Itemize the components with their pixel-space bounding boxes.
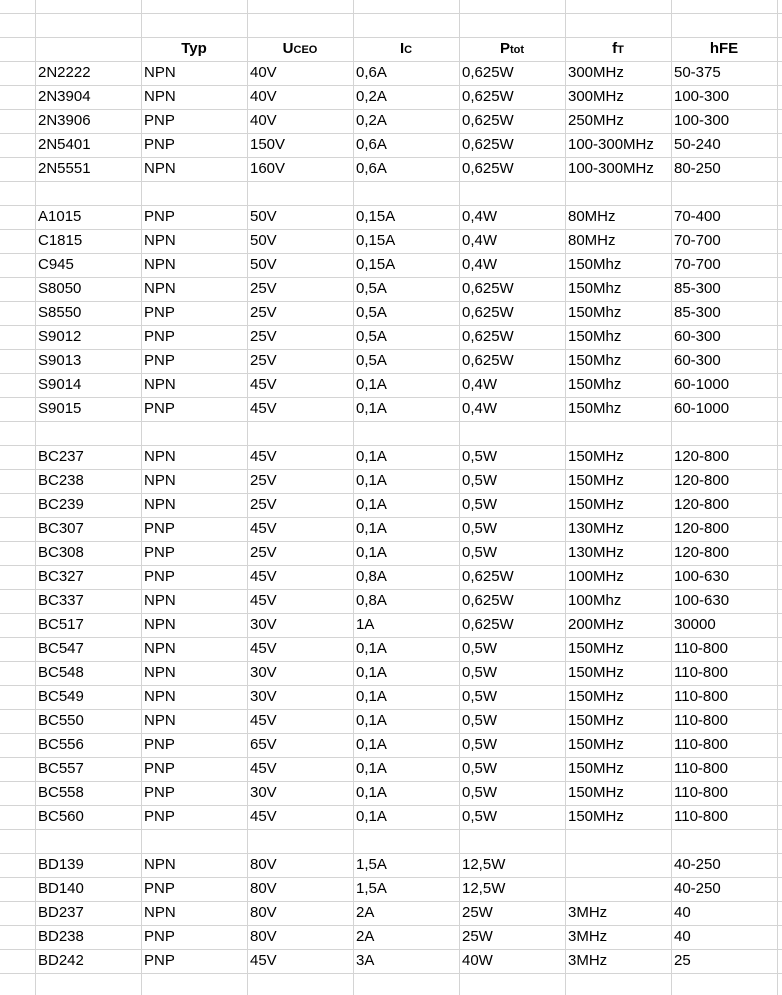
grid-row-line (0, 181, 782, 182)
cell-ic[interactable]: 0,2A (356, 112, 387, 129)
cell-typ[interactable]: PNP (144, 112, 175, 129)
cell-ptot[interactable]: 0,625W (462, 64, 514, 81)
cell-ic[interactable]: 0,5A (356, 328, 387, 345)
cell-ft[interactable]: 150MHz (568, 712, 624, 729)
cell-ic[interactable]: 0,6A (356, 160, 387, 177)
cell-ic[interactable]: 0,1A (356, 544, 387, 561)
cell-ft[interactable]: 150Mhz (568, 304, 622, 321)
cell-ft[interactable]: 150MHz (568, 784, 624, 801)
cell-ptot[interactable]: 25W (462, 904, 493, 921)
header-uceo-sub: CEO (293, 44, 318, 56)
cell-ptot[interactable]: 0,5W (462, 448, 498, 465)
cell-uceo[interactable]: 80V (250, 880, 277, 897)
cell-name[interactable]: BD139 (38, 856, 84, 873)
cell-hfe[interactable]: 70-400 (674, 208, 721, 225)
cell-name[interactable]: BC557 (38, 760, 84, 777)
cell-name[interactable]: BC550 (38, 712, 84, 729)
header-ft-sub: T (617, 44, 624, 56)
cell-ft[interactable]: 150MHz (568, 688, 624, 705)
header-typ[interactable] (141, 37, 247, 61)
cell-hfe[interactable]: 110-800 (674, 664, 728, 681)
cell-ft[interactable]: 3MHz (568, 952, 608, 969)
cell-hfe[interactable]: 40-250 (674, 856, 721, 873)
cell-ic[interactable]: 0,1A (356, 712, 387, 729)
cell-ft[interactable]: 300MHz (568, 88, 624, 105)
cell-ptot[interactable]: 12,5W (462, 856, 506, 873)
cell-hfe[interactable]: 50-240 (674, 136, 721, 153)
cell-uceo[interactable]: 45V (250, 592, 277, 609)
header-ptot-main: P (499, 40, 510, 57)
cell-hfe[interactable]: 70-700 (674, 256, 721, 273)
cell-typ[interactable]: PNP (144, 928, 175, 945)
cell-typ[interactable]: NPN (144, 376, 176, 393)
cell-hfe[interactable]: 120-800 (674, 544, 730, 561)
cell-uceo[interactable]: 80V (250, 928, 277, 945)
cell-hfe[interactable]: 40 (674, 904, 691, 921)
cell-hfe[interactable]: 40 (674, 928, 691, 945)
cell-ic[interactable]: 1A (356, 616, 375, 633)
cell-uceo[interactable]: 25V (250, 280, 277, 297)
cell-ft[interactable]: 150Mhz (568, 280, 622, 297)
cell-typ[interactable]: NPN (144, 496, 176, 513)
cell-ft[interactable]: 150MHz (568, 808, 624, 825)
header-ft-main: f (612, 40, 618, 57)
cell-ic[interactable]: 0,1A (356, 448, 387, 465)
cell-ptot[interactable]: 0,4W (462, 400, 498, 417)
cell-typ[interactable]: PNP (144, 568, 175, 585)
cell-uceo[interactable]: 45V (250, 448, 277, 465)
header-uceo-main: U (282, 40, 294, 57)
cell-ic[interactable]: 0,15A (356, 256, 396, 273)
cell-ic[interactable]: 0,6A (356, 64, 387, 81)
cell-hfe[interactable]: 50-375 (674, 64, 721, 81)
cell-hfe[interactable]: 110-800 (674, 640, 728, 657)
header-hfe-label: hFE (709, 40, 739, 57)
cell-typ[interactable]: NPN (144, 280, 176, 297)
cell-uceo[interactable]: 30V (250, 784, 277, 801)
cell-ft[interactable]: 150Mhz (568, 256, 622, 273)
cell-uceo[interactable]: 65V (250, 736, 277, 753)
cell-ft[interactable]: 150MHz (568, 448, 624, 465)
cell-ptot[interactable]: 0,5W (462, 544, 498, 561)
cell-ft[interactable] (565, 877, 671, 901)
cell-typ[interactable]: PNP (144, 880, 175, 897)
cell-hfe[interactable]: 110-800 (674, 712, 728, 729)
cell-ptot[interactable]: 25W (462, 928, 493, 945)
cell-ptot[interactable]: 0,5W (462, 664, 498, 681)
cell-typ[interactable]: NPN (144, 664, 176, 681)
cell-ptot[interactable]: 0,5W (462, 784, 498, 801)
cell-name[interactable]: S9014 (38, 376, 82, 393)
cell-ft[interactable]: 100MHz (568, 568, 624, 585)
cell-ic[interactable]: 3A (356, 952, 375, 969)
cell-hfe[interactable]: 40-250 (674, 880, 721, 897)
cell-ft[interactable]: 100-300MHz (568, 160, 654, 177)
cell-typ[interactable]: NPN (144, 64, 176, 81)
cell-name[interactable]: 2N5551 (38, 160, 91, 177)
cell-name[interactable]: BD237 (38, 904, 84, 921)
cell-name[interactable]: BD140 (38, 880, 84, 897)
cell-ptot[interactable]: 0,5W (462, 712, 498, 729)
cell-ptot[interactable]: 0,5W (462, 736, 498, 753)
cell-ft[interactable]: 150MHz (568, 760, 624, 777)
cell-ft[interactable]: 80MHz (568, 232, 616, 249)
cell-ft[interactable]: 100-300MHz (568, 136, 654, 153)
cell-typ[interactable]: PNP (144, 208, 175, 225)
grid-row-line (0, 37, 782, 38)
cell-typ[interactable]: PNP (144, 808, 175, 825)
cell-name[interactable]: C1815 (38, 232, 83, 249)
cell-ptot[interactable]: 0,5W (462, 496, 498, 513)
cell-hfe[interactable]: 100-630 (674, 592, 730, 609)
grid-row-line (0, 829, 782, 830)
cell-ic[interactable]: 0,2A (356, 88, 387, 105)
cell-ic[interactable]: 0,1A (356, 760, 387, 777)
cell-ft[interactable]: 150Mhz (568, 400, 622, 417)
cell-ptot[interactable]: 0,625W (462, 88, 514, 105)
cell-name[interactable]: BD238 (38, 928, 84, 945)
cell-ft[interactable]: 150MHz (568, 664, 624, 681)
cell-uceo[interactable]: 25V (250, 472, 277, 489)
cell-ic[interactable]: 0,15A (356, 232, 396, 249)
cell-name[interactable]: BC547 (38, 640, 84, 657)
cell-ic[interactable]: 0,1A (356, 688, 387, 705)
cell-ic[interactable]: 1,5A (356, 856, 387, 873)
cell-uceo[interactable]: 45V (250, 376, 277, 393)
cell-ptot[interactable]: 0,625W (462, 136, 514, 153)
grid-row-line (0, 421, 782, 422)
cell-ft[interactable]: 150Mhz (568, 328, 622, 345)
cell-name[interactable]: 2N3904 (38, 88, 91, 105)
cell-name[interactable]: S9012 (38, 328, 82, 345)
cell-typ[interactable]: NPN (144, 712, 176, 729)
cell-ft[interactable]: 3MHz (568, 904, 608, 921)
cell-typ[interactable]: NPN (144, 88, 176, 105)
header-ic-main: I (399, 40, 405, 57)
cell-typ[interactable]: PNP (144, 520, 175, 537)
cell-hfe[interactable]: 120-800 (674, 448, 730, 465)
cell-name[interactable]: 2N3906 (38, 112, 91, 129)
cell-ic[interactable]: 0,1A (356, 400, 387, 417)
cell-ic[interactable]: 0,1A (356, 496, 387, 513)
cell-hfe[interactable]: 70-700 (674, 232, 721, 249)
cell-uceo[interactable]: 45V (250, 712, 277, 729)
cell-hfe[interactable]: 110-800 (674, 688, 728, 705)
cell-uceo[interactable]: 80V (250, 904, 277, 921)
cell-typ[interactable]: NPN (144, 472, 176, 489)
cell-ft[interactable]: 3MHz (568, 928, 608, 945)
cell-name[interactable]: S9015 (38, 400, 82, 417)
cell-hfe[interactable]: 25 (674, 952, 691, 969)
cell-ptot[interactable]: 0,4W (462, 376, 498, 393)
cell-ft[interactable]: 80MHz (568, 208, 616, 225)
cell-name[interactable]: BC517 (38, 616, 84, 633)
cell-name[interactable]: BC327 (38, 568, 84, 585)
cell-name[interactable]: BC307 (38, 520, 84, 537)
cell-name[interactable]: S8550 (38, 304, 82, 321)
cell-ptot[interactable]: 0,5W (462, 472, 498, 489)
cell-ic[interactable]: 0,5A (356, 280, 387, 297)
cell-ft[interactable]: 200MHz (568, 616, 624, 633)
cell-hfe[interactable]: 110-800 (674, 736, 728, 753)
cell-name[interactable]: BC238 (38, 472, 84, 489)
cell-uceo[interactable]: 160V (250, 160, 286, 177)
cell-typ[interactable]: PNP (144, 736, 175, 753)
cell-ic[interactable]: 0,1A (356, 640, 387, 657)
cell-ptot[interactable]: 0,625W (462, 568, 514, 585)
cell-hfe[interactable]: 100-300 (674, 112, 730, 129)
cell-ic[interactable]: 2A (356, 928, 375, 945)
cell-ptot[interactable]: 0,625W (462, 328, 514, 345)
header-ptot[interactable] (459, 37, 565, 61)
cell-uceo[interactable]: 40V (250, 112, 277, 129)
cell-ptot[interactable]: 0,5W (462, 520, 498, 537)
cell-typ[interactable]: PNP (144, 136, 175, 153)
cell-ic[interactable]: 0,1A (356, 376, 387, 393)
cell-ptot[interactable]: 0,625W (462, 112, 514, 129)
cell-name[interactable]: A1015 (38, 208, 82, 225)
cell-ptot[interactable]: 0,625W (462, 352, 514, 369)
cell-hfe[interactable]: 110-800 (674, 784, 728, 801)
cell-name[interactable]: BC560 (38, 808, 84, 825)
grid-row-line (0, 13, 782, 14)
cell-hfe[interactable]: 120-800 (674, 520, 730, 537)
cell-ft[interactable]: 130MHz (568, 520, 624, 537)
cell-hfe[interactable]: 60-300 (674, 352, 721, 369)
cell-typ[interactable]: NPN (144, 856, 176, 873)
cell-ptot[interactable]: 0,625W (462, 280, 514, 297)
cell-ptot[interactable]: 12,5W (462, 880, 506, 897)
cell-ic[interactable]: 0,1A (356, 664, 387, 681)
cell-ft[interactable]: 150Mhz (568, 376, 622, 393)
cell-hfe[interactable]: 60-1000 (674, 400, 730, 417)
cell-ptot[interactable]: 0,5W (462, 808, 498, 825)
cell-uceo[interactable]: 50V (250, 232, 277, 249)
cell-ptot[interactable]: 0,5W (462, 760, 498, 777)
cell-ic[interactable]: 0,1A (356, 520, 387, 537)
cell-ptot[interactable]: 0,625W (462, 616, 514, 633)
header-uceo[interactable] (247, 37, 353, 61)
cell-name[interactable]: C945 (38, 256, 74, 273)
cell-ft[interactable]: 150MHz (568, 496, 624, 513)
cell-uceo[interactable]: 45V (250, 808, 277, 825)
cell-ptot[interactable]: 0,625W (462, 304, 514, 321)
cell-typ[interactable]: NPN (144, 256, 176, 273)
cell-name[interactable]: 2N5401 (38, 136, 91, 153)
cell-uceo[interactable]: 80V (250, 856, 277, 873)
cell-ptot[interactable]: 40W (462, 952, 493, 969)
cell-name[interactable]: BC337 (38, 592, 84, 609)
cell-uceo[interactable]: 25V (250, 544, 277, 561)
cell-name[interactable]: BC548 (38, 664, 84, 681)
cell-typ[interactable]: PNP (144, 328, 175, 345)
cell-typ[interactable]: PNP (144, 952, 175, 969)
cell-hfe[interactable]: 120-800 (674, 496, 730, 513)
cell-hfe[interactable]: 85-300 (674, 280, 721, 297)
cell-ptot[interactable]: 0,4W (462, 256, 498, 273)
cell-typ[interactable]: NPN (144, 232, 176, 249)
cell-ic[interactable]: 1,5A (356, 880, 387, 897)
cell-ft[interactable]: 150Mhz (568, 352, 622, 369)
cell-name[interactable]: S9013 (38, 352, 82, 369)
cell-uceo[interactable]: 25V (250, 496, 277, 513)
cell-ptot[interactable]: 0,4W (462, 232, 498, 249)
cell-typ[interactable]: PNP (144, 784, 175, 801)
cell-uceo[interactable]: 50V (250, 208, 277, 225)
cell-uceo[interactable]: 25V (250, 328, 277, 345)
cell-ic[interactable]: 0,6A (356, 136, 387, 153)
cell-uceo[interactable]: 25V (250, 304, 277, 321)
cell-hfe[interactable]: 120-800 (674, 472, 730, 489)
cell-ic[interactable]: 0,8A (356, 592, 387, 609)
cell-ic[interactable]: 0,5A (356, 352, 387, 369)
cell-ic[interactable]: 0,1A (356, 472, 387, 489)
cell-ic[interactable]: 0,15A (356, 208, 396, 225)
header-ic-sub: C (404, 44, 413, 56)
cell-hfe[interactable]: 60-1000 (674, 376, 730, 393)
cell-typ[interactable]: PNP (144, 352, 175, 369)
cell-ft[interactable]: 150MHz (568, 736, 624, 753)
cell-typ[interactable]: NPN (144, 616, 176, 633)
cell-ic[interactable]: 0,1A (356, 736, 387, 753)
cell-uceo[interactable]: 50V (250, 256, 277, 273)
cell-hfe[interactable]: 110-800 (674, 808, 728, 825)
cell-ic[interactable]: 2A (356, 904, 375, 921)
cell-ptot[interactable]: 0,4W (462, 208, 498, 225)
cell-typ[interactable]: NPN (144, 448, 176, 465)
cell-ic[interactable]: 0,1A (356, 784, 387, 801)
cell-ft[interactable]: 130MHz (568, 544, 624, 561)
cell-typ[interactable]: PNP (144, 400, 175, 417)
cell-name[interactable]: BC558 (38, 784, 84, 801)
cell-name[interactable]: S8050 (38, 280, 82, 297)
cell-ptot[interactable]: 0,5W (462, 688, 498, 705)
cell-uceo[interactable]: 45V (250, 952, 277, 969)
cell-typ[interactable]: NPN (144, 904, 176, 921)
cell-ic[interactable]: 0,5A (356, 304, 387, 321)
grid-column-line (777, 0, 778, 995)
cell-ic[interactable]: 0,8A (356, 568, 387, 585)
cell-hfe[interactable]: 80-250 (674, 160, 721, 177)
cell-typ[interactable]: PNP (144, 544, 175, 561)
cell-uceo[interactable]: 45V (250, 760, 277, 777)
cell-name[interactable]: BD242 (38, 952, 84, 969)
header-ic[interactable] (353, 37, 459, 61)
cell-name[interactable]: BC556 (38, 736, 84, 753)
cell-uceo[interactable]: 40V (250, 64, 277, 81)
cell-ft[interactable]: 250MHz (568, 112, 624, 129)
cell-typ[interactable]: NPN (144, 592, 176, 609)
cell-name[interactable]: 2N2222 (38, 64, 91, 81)
cell-hfe[interactable]: 60-300 (674, 328, 721, 345)
cell-uceo[interactable]: 150V (250, 136, 286, 153)
cell-ptot[interactable]: 0,625W (462, 160, 514, 177)
cell-uceo[interactable]: 30V (250, 688, 277, 705)
cell-ft[interactable]: 150MHz (568, 472, 624, 489)
cell-hfe[interactable]: 85-300 (674, 304, 721, 321)
cell-uceo[interactable]: 25V (250, 352, 277, 369)
cell-typ[interactable]: NPN (144, 160, 176, 177)
cell-typ[interactable]: PNP (144, 304, 175, 321)
cell-ft[interactable]: 150MHz (568, 640, 624, 657)
cell-uceo[interactable]: 30V (250, 616, 277, 633)
cell-ft[interactable]: 100Mhz (568, 592, 622, 609)
cell-ic[interactable]: 0,1A (356, 808, 387, 825)
cell-uceo[interactable]: 30V (250, 664, 277, 681)
cell-hfe[interactable]: 100-630 (674, 568, 730, 585)
cell-typ[interactable]: PNP (144, 760, 175, 777)
cell-ptot[interactable]: 0,625W (462, 592, 514, 609)
cell-hfe[interactable]: 110-800 (674, 760, 728, 777)
cell-name[interactable]: BC239 (38, 496, 84, 513)
cell-name[interactable]: BC308 (38, 544, 84, 561)
cell-uceo[interactable]: 45V (250, 640, 277, 657)
cell-ft[interactable]: 300MHz (568, 64, 624, 81)
cell-hfe[interactable]: 100-300 (674, 88, 730, 105)
header-typ-label: Typ (181, 40, 207, 57)
cell-uceo[interactable]: 45V (250, 520, 277, 537)
cell-hfe[interactable]: 30000 (674, 616, 716, 633)
header-ft[interactable] (565, 37, 671, 61)
cell-name[interactable]: BC549 (38, 688, 84, 705)
cell-typ[interactable]: NPN (144, 688, 176, 705)
cell-name[interactable]: BC237 (38, 448, 84, 465)
cell-typ[interactable]: NPN (144, 640, 176, 657)
header-hfe[interactable] (671, 37, 777, 61)
cell-uceo[interactable]: 45V (250, 568, 277, 585)
cell-uceo[interactable]: 40V (250, 88, 277, 105)
cell-ptot[interactable]: 0,5W (462, 640, 498, 657)
cell-ft[interactable] (565, 853, 671, 877)
grid-row-line (0, 973, 782, 974)
cell-uceo[interactable]: 45V (250, 400, 277, 417)
header-ptot-sub: tot (509, 44, 525, 56)
